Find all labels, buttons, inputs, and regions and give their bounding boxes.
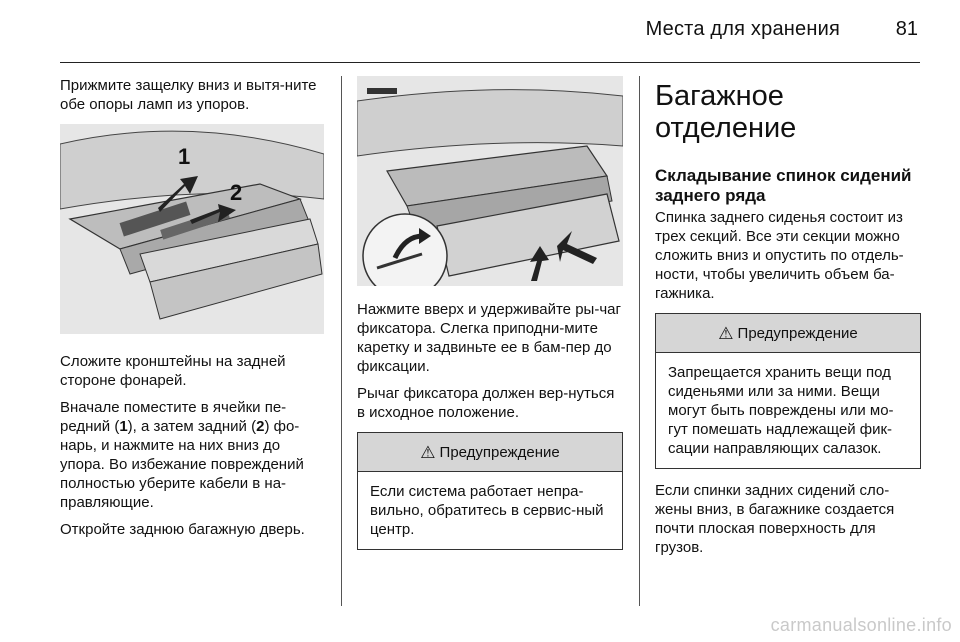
paragraph: Если спинки задних сидений сло-жены вниз, в багажнике создается почти плоская поверхность для грузов. (655, 482, 895, 556)
column-3 (655, 76, 921, 565)
warning-text: Если система работает непра-вильно, обратитесь в сервис-ный центр. (370, 483, 604, 538)
page-header (60, 0, 920, 63)
warning-header (656, 314, 920, 353)
warning-title: Предупреждение (439, 443, 560, 461)
page-title: Места для хранения (645, 18, 840, 40)
callout-2: 2 (230, 180, 243, 205)
illustration-drawing (60, 124, 324, 334)
paragraph: Вначале поместите в ячейки пе-редний (1), а затем задний (2) фо-нарь, и нажмите на них вниз до упора. Во избежание повреждений полностью уберите кабели в на-правляющие. (60, 399, 304, 511)
column-divider-right (639, 76, 640, 606)
column-1 (60, 76, 326, 547)
column-2 (357, 76, 623, 562)
paragraph: Откройте заднюю багажную дверь. (60, 521, 305, 538)
warning-title: Предупреждение (737, 324, 858, 342)
warning-box (655, 313, 921, 469)
warning-triangle-icon: ⚠ (420, 442, 436, 462)
paragraph: Нажмите вверх и удерживайте ры-чаг фиксатора. Слегка приподни-мите каретку и задвиньте ее в бам-пер до фиксации. (357, 301, 621, 375)
warning-text: Запрещается хранить вещи под сиденьями или за ними. Вещи могут быть повреждены или мо-гут помешать надлежащей фик-сации направляющих салазок. (668, 364, 894, 457)
paragraph: Прижмите защелку вниз и вытя-ните обе опоры ламп из упоров. (60, 77, 317, 113)
paragraph: Рычаг фиксатора должен вер-нуться в исходное положение. (357, 385, 615, 421)
callout-1: 1 (178, 144, 191, 169)
warning-triangle-icon: ⚠ (718, 323, 734, 343)
warning-header (358, 433, 622, 472)
watermark: carmanualsonline.info (770, 615, 952, 635)
subsection-heading: Складывание спинок сидений заднего ряда (655, 166, 912, 205)
warning-box (357, 432, 623, 550)
column-divider-left (341, 76, 342, 606)
paragraph: Сложите кронштейны на задней стороне фонарей. (60, 353, 286, 389)
paragraph: Спинка заднего сиденья состоит из трех секций. Все эти секции можно сложить вниз и опустить по отдель-ности, чтобы увеличить объем ба-гажника. (655, 209, 904, 302)
page-number: 81 (895, 18, 918, 40)
illustration-drawing (357, 76, 623, 286)
illustration-lamp-supports (60, 124, 324, 334)
section-heading: Багажное отделение (655, 80, 797, 144)
illustration-carrier-bumper (357, 76, 623, 286)
